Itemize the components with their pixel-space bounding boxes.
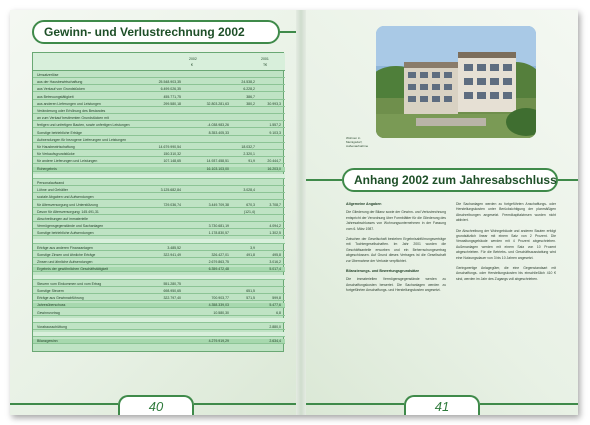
row-value: 6.228,2 [243, 87, 255, 92]
table-row [33, 167, 285, 172]
row-label: für Altersversorgung und Unterstützung [37, 202, 98, 207]
header-year-current: 2002 [189, 57, 197, 61]
row-value: 3,9 [250, 245, 255, 250]
row-value: -4.038.983,26 [207, 123, 229, 128]
book-gutter [296, 10, 306, 415]
row-label: Aufwendungen für bezogene Lieferungen und Leistungen [37, 137, 127, 142]
row-label: aus Betreuungstätigkeit [37, 94, 74, 99]
right-page [306, 10, 578, 415]
row-value: 455.771,75 [163, 94, 181, 99]
row-value: 4.358.339,03 [208, 303, 229, 308]
table-row [33, 131, 285, 136]
row-label: Zinsen und ähnliche Aufwendungen [37, 260, 93, 265]
page-number-left: 40 [118, 395, 194, 415]
header-year-prior: 2001 [261, 57, 269, 61]
row-label: Löhne und Gehälter [37, 188, 68, 193]
row-value: 16.103.103,00 [206, 166, 229, 171]
table-row [33, 339, 285, 344]
paragraph: Zwischen der Gesellschaft bestehen Ergebnisabführungsverträge mit Tochtergesellschaften. Im Jahr 2001 wurden die Geschäftsanteile erworben und ein Beherrschungsvertrag abgeschlossen. Auf Grund dieses Vertrages ist die Gesellschaft zur Übernahme der Verluste verpflichtet. [346, 237, 446, 263]
row-value: 3.016,2 [269, 260, 281, 265]
row-label: Bilanzgewinn [37, 339, 58, 344]
footer-rule [306, 403, 404, 405]
title-rule [558, 179, 578, 181]
table-row [33, 239, 285, 244]
row-value: 20.444,7 [267, 159, 281, 164]
table-row [33, 267, 285, 272]
row-value: 24.538,2 [241, 80, 255, 85]
row-label: Erträge aus anderen Finanzanlagen [37, 245, 93, 250]
footer-rule [480, 403, 578, 405]
row-label: Steuern vom Einkommen und vom Ertrag [37, 281, 102, 286]
table-row [33, 73, 285, 78]
row-label: für Hausbewirtschaftung [37, 145, 75, 149]
row-value: 6,8 [276, 310, 281, 315]
title-rule [306, 179, 342, 181]
row-label: Sonstige Zinsen und ähnliche Erträge [37, 253, 96, 257]
right-page-title: Anhang 2002 zum Jahresabschluss [342, 168, 558, 192]
row-value: 700.903,77 [211, 296, 229, 301]
title-rule [280, 31, 296, 33]
row-value: 3.449.709,38 [208, 202, 229, 207]
table-header [33, 53, 285, 71]
table-row [33, 275, 285, 280]
row-value: 16.203,0 [267, 166, 281, 171]
row-value: 6.359.472,48 [208, 267, 229, 272]
row-value: 491,8 [246, 253, 255, 257]
row-value: 322.797,40 [163, 296, 181, 301]
table-row [33, 253, 285, 258]
row-label: Sonstige betriebliche Aufwendungen [37, 231, 94, 236]
row-value: 326.427,01 [211, 253, 229, 257]
table-row [33, 145, 285, 150]
table-row [33, 217, 285, 222]
row-value: 8.353.405,33 [208, 130, 229, 135]
left-page-title: Gewinn- und Verlustrechnung 2002 [32, 20, 280, 44]
paragraph: Geringwertige Anlagegüter, die eine Gegenstandsart mit Anschaffungs- oder Herstellungskosten bis einschließlich 410 € sind, werden im Jahr des Zugangs voll abgeschrieben. [456, 266, 556, 281]
row-value: 3.730.681,19 [208, 224, 229, 229]
row-value: 3.485,52 [167, 245, 181, 250]
table-row [33, 318, 285, 323]
paragraph: Die Abschreibung der Wohngebäude und anderen Bauten erfolgt grundsätzlich linear mit einem Satz von 2 Prozent. Die Verwaltungsgebäude werden mit 4 Prozent abgeschrieben. Außenanlagen werden mit einem Satz von 10 Prozent abgeschrieben. Für die Betriebs- und Geschäftsausstattung wird eine Nutzungsdauer von 3 bis 10 Jahren angesetzt. [456, 228, 556, 260]
building-photo [376, 26, 536, 138]
row-value: 91,9 [248, 159, 255, 164]
row-value: 3.028,4 [243, 188, 255, 193]
row-value: 3.125.682,84 [160, 188, 181, 193]
table-row [33, 116, 285, 121]
row-value: 380,2 [246, 101, 255, 106]
row-value: 651,5 [246, 289, 255, 293]
row-value: 1.557,2 [269, 123, 281, 128]
header-unit-prior: T€ [263, 63, 268, 67]
row-label: Rohergebnis [37, 166, 57, 171]
table-row [33, 174, 285, 179]
row-label: an zum Verkauf bestimmten Grundstücken mit [37, 116, 109, 121]
row-label: Gewinnvortrag [37, 310, 60, 315]
footer-rule [10, 403, 118, 405]
table-row [33, 152, 285, 157]
row-value: 571,5 [246, 296, 255, 301]
paragraph: Die Sachanlagen werden zu fortgeführten Anschaffungs- oder Herstellungskosten unter Berücksichtigung der planmäßigen Abschreibungen angesetzt. Fremdkapitalzinsen wurden nicht aktiviert. [456, 202, 556, 223]
row-value: 322.941,49 [163, 253, 181, 257]
page-number-right: 41 [404, 395, 480, 415]
table-row [33, 325, 285, 330]
row-label: aus Verkauf von Grundstücken [37, 87, 85, 92]
table-row [33, 289, 285, 294]
row-value: 9.103,3 [269, 130, 281, 135]
row-value: 4.094,2 [269, 224, 281, 229]
row-label: für Verkaufsgrundstücke [37, 152, 75, 157]
row-value: 670,3 [246, 202, 255, 207]
row-label: soziale Abgaben und Aufwendungen [37, 195, 94, 200]
row-label: Personalaufwand [37, 181, 65, 185]
row-value: 2.320,1 [243, 152, 255, 157]
row-label: Sonstige betriebliche Erträge [37, 130, 82, 135]
row-value: 18.032,7 [241, 145, 255, 149]
profit-loss-table [32, 52, 284, 352]
row-value: 1.302,5 [269, 231, 281, 236]
row-label: fertigen und unfertigen Bauten, sowie unfertigen Leistungen [37, 123, 130, 128]
table-row [33, 95, 285, 100]
row-value: (121,4) [243, 209, 255, 214]
table-row [33, 123, 285, 128]
row-value: 5.017,4 [269, 267, 281, 272]
table-row [33, 332, 285, 337]
row-value: 5.477,6 [269, 303, 281, 308]
row-label: Umsatzerlöse [37, 73, 59, 77]
row-value: 14.937.458,51 [206, 159, 229, 164]
row-label: aus der Hausbewirtschaftung [37, 80, 83, 85]
row-value: 32.803.281,63 [206, 101, 229, 106]
table-row [33, 159, 285, 164]
row-value: 10.580,30 [213, 310, 229, 315]
row-value: 2.679.863,75 [208, 260, 229, 265]
table-row [33, 181, 285, 186]
row-value: 14.679.990,54 [158, 145, 181, 149]
row-value: 107.148,65 [163, 159, 181, 164]
table-row [33, 195, 285, 200]
table-row [33, 246, 285, 251]
row-label: Erträge aus Gewinnabführung [37, 296, 84, 301]
row-label: Ergebnis der gewöhnlichen Geschäftstätigkeit [37, 267, 109, 272]
row-label: Veränderung oder Erhöhung des Bestandes [37, 109, 106, 113]
row-label: Davon für Altersversorgung: 145.491,31 [37, 209, 99, 214]
table-row [33, 224, 285, 229]
table-row [33, 188, 285, 193]
paragraph: Die Gliederung der Bilanz sowie der Gewinn- und Verlustrechnung entspricht der Verordnung über Formblätter für die Gliederung des Jahresabschlusses von Wohnungsunternehmen in der Fassung vom 6. März 1987. [346, 210, 446, 231]
table-row [33, 282, 285, 287]
table-row [33, 210, 285, 215]
row-value: 299.580,18 [163, 101, 181, 106]
table-row [33, 109, 285, 114]
row-value: 150.310,32 [163, 152, 181, 157]
row-value: 729.036,74 [163, 202, 181, 207]
text-column-1 [346, 202, 446, 299]
row-value: 3.708,7 [269, 202, 281, 207]
table-row [33, 138, 285, 143]
row-value: 2.634,4 [269, 339, 281, 344]
row-label: für andere Lieferungen und Leistungen [37, 159, 98, 164]
section-heading: Allgemeine Angaben [346, 202, 382, 206]
row-value: 30.993,3 [267, 101, 281, 106]
footer-rule [194, 403, 296, 405]
row-value: 1.178.830,57 [208, 231, 229, 236]
table-row [33, 303, 285, 308]
row-value: 4.279.919,29 [208, 339, 229, 344]
table-row [33, 296, 285, 301]
row-label: Jahresüberschuss [37, 303, 66, 308]
row-label: aus anderen Lieferungen und Leistungen [37, 101, 101, 106]
row-value: 386,7 [246, 94, 255, 99]
row-value: 25.548.903,35 [158, 80, 181, 85]
row-label: Vorabausschüttung [37, 325, 67, 329]
table-row [33, 80, 285, 85]
row-label: Sonstige Steuern [37, 289, 64, 293]
row-value: 6.499.026,35 [160, 87, 181, 92]
text-column-2 [456, 202, 556, 287]
table-row [33, 311, 285, 316]
photo-caption: Wohnen in Meinigsdorf, Außenaufnahme [346, 136, 369, 148]
row-value: 2.880,0 [269, 325, 281, 329]
row-value: 495,8 [272, 253, 281, 257]
table-row [33, 260, 285, 265]
left-page [10, 10, 296, 415]
table-row [33, 87, 285, 92]
row-label: Vermögensgegenstände und Sachanlagen [37, 224, 104, 229]
row-value: 599,8 [272, 296, 281, 301]
table-row [33, 203, 285, 208]
paragraph: Die immateriellen Vermögensgegenstände werden zu Anschaffungskosten bewertet. Die Sachanlagen werden zu fortgeführten Anschaffungs- und Herstellungskosten angesetzt. [346, 277, 446, 293]
table-row [33, 102, 285, 107]
header-unit-current: € [191, 63, 193, 67]
row-value: 551.280,75 [163, 281, 181, 286]
table-row [33, 231, 285, 236]
row-value: 698.950,65 [163, 289, 181, 293]
brochure-spread [10, 10, 578, 415]
row-label: Abschreibungen auf immaterielle [37, 217, 88, 221]
section-heading: Bilanzierungs- und Bewertungsgrundsätze [346, 269, 420, 274]
